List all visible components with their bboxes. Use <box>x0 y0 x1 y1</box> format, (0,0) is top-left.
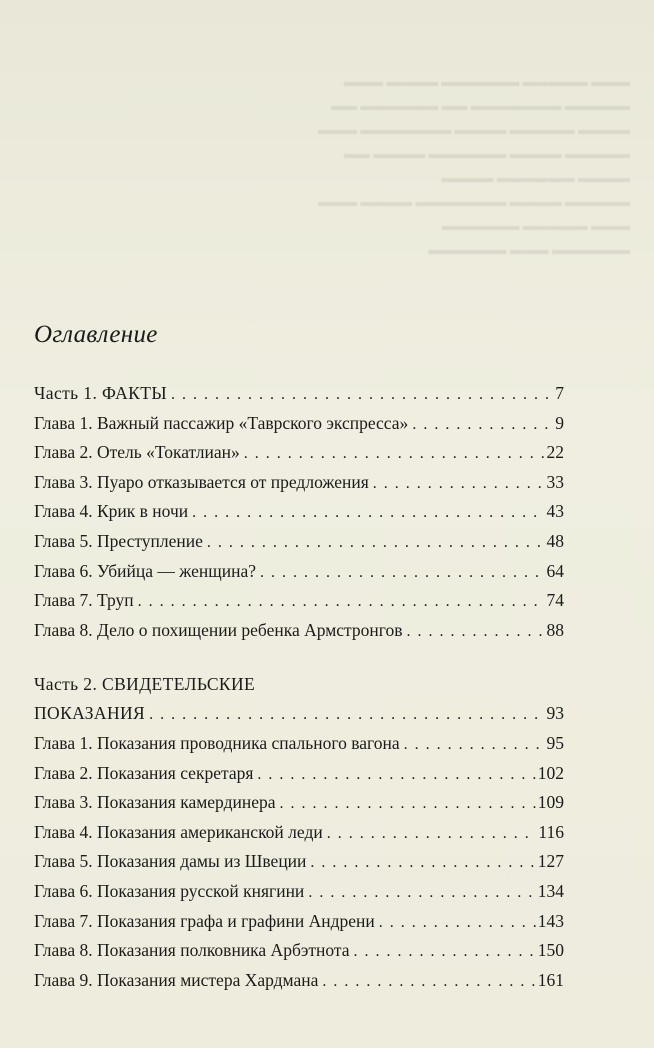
toc-entry[interactable] <box>34 586 564 616</box>
toc-page-number: 64 <box>546 560 564 581</box>
toc-page-number: 33 <box>546 471 564 492</box>
toc-page-number: 93 <box>546 703 564 724</box>
leader-dots <box>244 439 545 469</box>
toc-part-title: Часть 1. ФАКТЫ <box>34 383 167 403</box>
leader-dots <box>379 908 536 938</box>
toc-entry-title: Глава 3. Показания камердинера <box>34 792 276 813</box>
toc-entry[interactable] <box>34 468 564 498</box>
toc-page-number: 116 <box>538 821 564 842</box>
toc-entry[interactable] <box>34 527 564 557</box>
leader-dots <box>322 967 535 997</box>
toc-entry[interactable] <box>34 818 564 848</box>
toc-entry-title: Глава 4. Показания американской леди <box>34 821 323 842</box>
toc-entry[interactable] <box>34 877 564 907</box>
toc-entry-title: Глава 4. Крик в ночи <box>34 501 189 522</box>
toc-page-number: 134 <box>537 880 564 901</box>
toc-part-2[interactable] <box>34 699 564 729</box>
toc-entry[interactable] <box>34 907 564 937</box>
toc-entry[interactable] <box>34 729 564 759</box>
toc-entry[interactable] <box>34 438 564 468</box>
leader-dots <box>308 878 535 908</box>
toc-entry-title: Глава 1. Показания проводника спального вагона <box>34 732 400 753</box>
toc-entry-title: Глава 8. Дело о похищении ребенка Армстронгов <box>34 619 403 640</box>
toc-entry-title: Глава 5. Преступление <box>34 530 203 551</box>
leader-dots <box>257 760 535 790</box>
toc-entry[interactable] <box>34 847 564 877</box>
leader-dots <box>310 848 535 878</box>
toc-entry[interactable] <box>34 788 564 818</box>
leader-dots <box>171 380 552 410</box>
leader-dots <box>280 789 536 819</box>
toc-entry-title: Глава 6. Убийца — женщина? <box>34 560 257 581</box>
toc-page-number: 127 <box>537 851 564 872</box>
toc-entry[interactable] <box>34 616 564 646</box>
toc-page-number: 43 <box>546 501 564 522</box>
toc-entry-title: Глава 7. Показания графа и графини Андрени <box>34 910 375 931</box>
toc-heading: Оглавление <box>34 321 158 348</box>
leader-dots <box>260 558 544 588</box>
section-spacer <box>34 645 564 669</box>
show-through-text: ▬▬▬ ▬▬▬▬▬ ▬▬▬▬▬▬ ▬▬▬▬ ▬▬▬ ▬▬▬▬▬ ▬▬▬▬▬▬▬ ▬▬ ▬▬▬▬▬▬ ▬▬ ▬▬▬▬ ▬▬▬▬▬ ▬▬▬▬ ▬▬▬▬▬▬▬ ▬▬▬ ▬▬▬▬▬ ▬▬▬▬ ▬▬▬▬▬▬ ▬▬▬▬ ▬▬ ▬▬▬▬ ▬▬▬▬▬▬ ▬▬▬▬ ▬▬▬▬▬ ▬▬▬▬ ▬▬▬▬▬▬▬ ▬▬▬▬ ▬▬▬ ▬▬▬ ▬▬▬▬▬ ▬▬▬▬▬▬ ▬▬▬▬▬▬ ▬▬▬ ▬▬▬▬▬▬ <box>318 74 630 257</box>
toc-entry-title: Глава 1. Важный пассажир «Таврского экспресса» <box>34 412 409 433</box>
leader-dots <box>149 700 544 730</box>
leader-dots <box>327 819 537 849</box>
toc-entry-title: Глава 3. Пуаро отказывается от предложения <box>34 471 369 492</box>
toc-page-number: 161 <box>537 969 564 990</box>
toc-page-number: 48 <box>546 530 564 551</box>
leader-dots <box>192 498 544 528</box>
toc-entry[interactable] <box>34 409 564 439</box>
toc-entry[interactable] <box>34 759 564 789</box>
toc-entry-title: Глава 2. Показания секретаря <box>34 762 254 783</box>
toc-entry-title: Глава 8. Показания полковника Арбэтнота <box>34 940 350 961</box>
toc-entry[interactable] <box>34 966 564 996</box>
leader-dots <box>404 730 545 760</box>
toc-page-number: 150 <box>537 940 564 961</box>
toc-entry-title: Глава 5. Показания дамы из Швеции <box>34 851 307 872</box>
toc-entry-title: Глава 7. Труп <box>34 590 134 611</box>
leader-dots <box>407 617 545 647</box>
toc-page-number: 143 <box>537 910 564 931</box>
toc-part-title: ПОКАЗАНИЯ <box>34 703 146 724</box>
toc-page-number: 9 <box>555 412 564 433</box>
toc-entry[interactable] <box>34 497 564 527</box>
table-of-contents <box>34 379 564 995</box>
toc-entry-title: Глава 2. Отель «Токатлиан» <box>34 442 240 463</box>
toc-page-number: 95 <box>546 732 564 753</box>
toc-entry[interactable] <box>34 557 564 587</box>
leader-dots <box>373 469 545 499</box>
toc-entry[interactable] <box>34 936 564 966</box>
toc-page-number: 7 <box>555 383 564 403</box>
toc-page-number: 88 <box>546 619 564 640</box>
toc-part-2-title-line1[interactable]: Часть 2. СВИДЕТЕЛЬСКИЕ <box>34 674 256 695</box>
toc-page-number: 109 <box>537 792 564 813</box>
toc-page-number: 22 <box>546 442 564 463</box>
leader-dots <box>138 587 545 617</box>
leader-dots <box>354 937 536 967</box>
leader-dots <box>412 410 552 440</box>
toc-entry-title: Глава 9. Показания мистера Хардмана <box>34 969 319 990</box>
toc-entry-title: Глава 6. Показания русской княгини <box>34 880 305 901</box>
toc-page-number: 74 <box>546 590 564 611</box>
toc-part-1[interactable] <box>34 379 564 409</box>
leader-dots <box>207 528 545 558</box>
toc-page-number: 102 <box>537 762 564 783</box>
